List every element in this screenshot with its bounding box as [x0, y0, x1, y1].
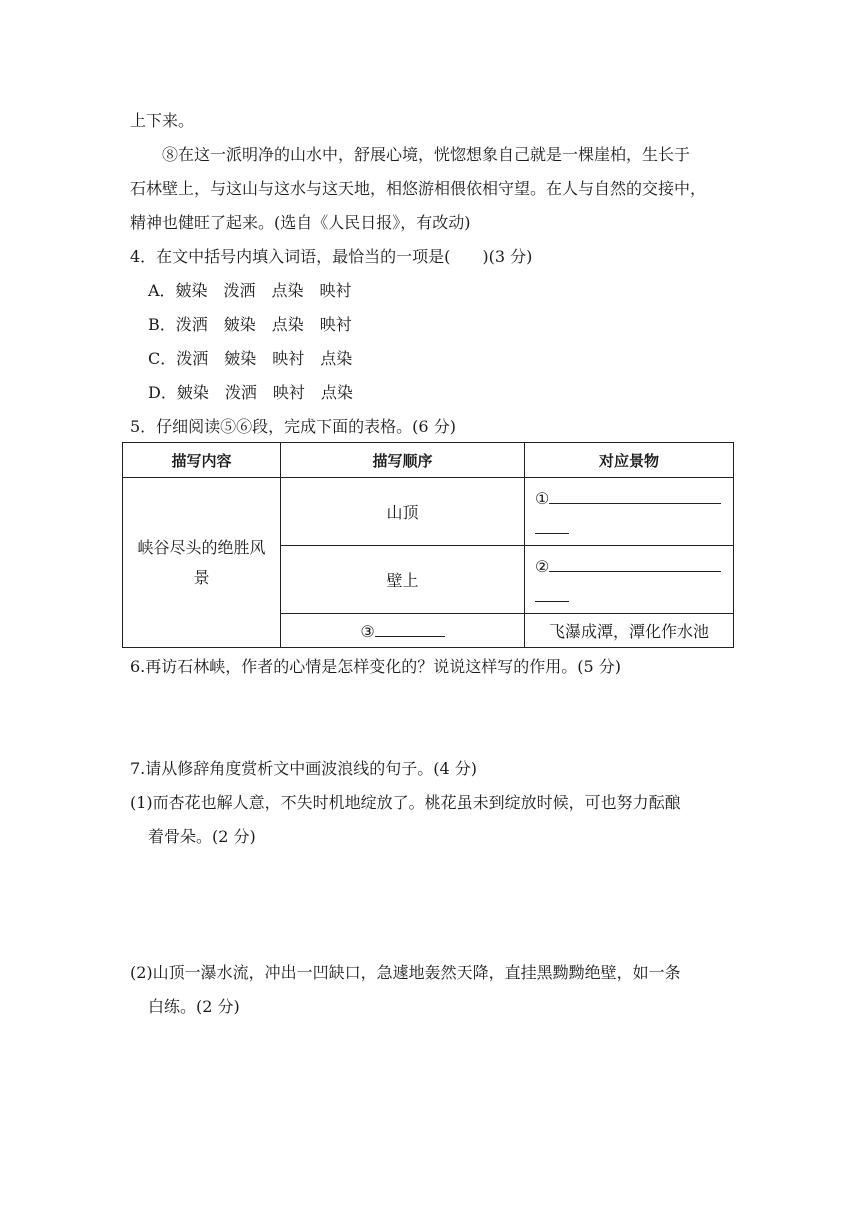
content-cell: 峡谷尽头的绝胜风景 [123, 478, 281, 648]
question-5-stem: 5．仔细阅读⑤⑥段，完成下面的表格。(6 分) [130, 417, 456, 436]
scene-blank-1[interactable] [525, 478, 734, 546]
order-cell-wall: 壁上 [281, 546, 525, 614]
passage-line: 上下来。 [130, 111, 195, 130]
answer-blank-line [375, 620, 445, 637]
option-c: C．泼洒 皴染 映衬 点染 [148, 349, 353, 368]
answer-blank-line [549, 555, 721, 572]
option-d: D．皴染 泼洒 映衬 点染 [148, 383, 353, 402]
order-blank-3[interactable] [281, 614, 525, 648]
subquestion-2-line: (2)山顶一瀑水流，冲出一凹缺口，急遽地轰然天降，直挂黑黝黝绝壁，如一条 [130, 963, 681, 982]
question-7-stem: 7.请从修辞角度赏析文中画波浪线的句子。(4 分) [130, 759, 478, 778]
subquestion-1-line: 着骨朵。(2 分) [148, 827, 256, 846]
blank-marker: ① [535, 489, 550, 508]
question-4-stem: 4．在文中括号内填入词语，最恰当的一项是( )(3 分) [130, 247, 533, 266]
paragraph-8-line: 精神也健旺了起来。(选自《人民日报》，有改动) [130, 213, 471, 232]
header-order: 描写顺序 [281, 443, 525, 478]
header-scene: 对应景物 [525, 443, 734, 478]
blank-marker: ③ [360, 622, 375, 641]
order-cell-top: 山顶 [281, 478, 525, 546]
subquestion-1-line: (1)而杏花也解人意，不失时机地绽放了。桃花虽未到绽放时候，可也努力酝酿 [130, 793, 681, 812]
scene-cell-bottom: 飞瀑成潭，潭化作水池 [525, 614, 734, 648]
answer-table [122, 442, 734, 648]
question-6-stem: 6.再访石林峡，作者的心情是怎样变化的？说说这样写的作用。(5 分) [130, 657, 622, 676]
option-a: A．皴染 泼洒 点染 映衬 [148, 281, 352, 300]
answer-blank-line [535, 517, 569, 534]
header-content: 描写内容 [123, 443, 281, 478]
option-b: B．泼洒 皴染 点染 映衬 [148, 315, 352, 334]
answer-blank-line [535, 585, 569, 602]
blank-marker: ② [535, 557, 550, 576]
subquestion-2-line: 白练。(2 分) [148, 997, 240, 1016]
paragraph-8-line: 石林壁上，与这山与这水与这天地，相悠游相偎依相守望。在人与自然的交接中， [130, 179, 707, 198]
scene-blank-2[interactable] [525, 546, 734, 614]
answer-blank-line [549, 487, 721, 504]
paragraph-8-line: ⑧在这一派明净的山水中，舒展心境，恍惚想象自己就是一棵崖柏，生长于 [162, 145, 691, 164]
